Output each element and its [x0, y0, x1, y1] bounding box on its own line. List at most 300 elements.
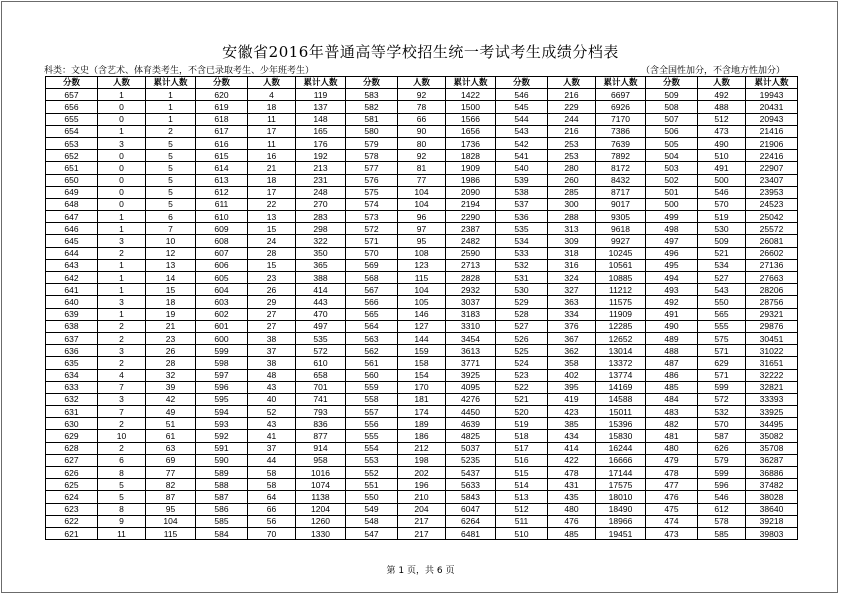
table-cell: 3	[98, 296, 146, 308]
table-cell: 38028	[746, 491, 798, 503]
table-cell: 32821	[746, 381, 798, 393]
table-cell: 620	[196, 89, 248, 101]
table-cell: 477	[646, 479, 698, 491]
table-cell: 27	[248, 308, 296, 320]
table-cell: 18	[248, 174, 296, 186]
table-cell: 2932	[446, 284, 496, 296]
table-cell: 548	[346, 515, 398, 527]
table-cell: 104	[398, 284, 446, 296]
table-cell: 624	[46, 491, 98, 503]
table-cell: 196	[398, 479, 446, 491]
table-cell: 119	[296, 89, 346, 101]
table-cell: 598	[196, 357, 248, 369]
table-cell: 18490	[596, 503, 646, 515]
table-cell: 6	[146, 211, 196, 223]
table-cell: 58	[248, 479, 296, 491]
table-cell: 504	[646, 150, 698, 162]
table-cell: 5037	[446, 442, 496, 454]
table-cell: 115	[146, 527, 196, 539]
table-cell: 189	[398, 418, 446, 430]
table-cell: 4095	[446, 381, 496, 393]
table-cell: 610	[296, 357, 346, 369]
table-cell: 555	[346, 430, 398, 442]
table-cell: 3	[98, 345, 146, 357]
table-cell: 507	[646, 113, 698, 125]
table-cell: 606	[196, 259, 248, 271]
column-header: 分数	[646, 77, 698, 89]
table-cell: 170	[398, 381, 446, 393]
table-cell: 626	[698, 442, 746, 454]
table-cell: 2	[98, 357, 146, 369]
table-cell: 627	[46, 454, 98, 466]
table-cell: 270	[296, 198, 346, 210]
table-cell: 309	[548, 235, 596, 247]
table-cell: 362	[548, 345, 596, 357]
table-cell: 19943	[746, 89, 798, 101]
table-cell: 564	[346, 320, 398, 332]
table-cell: 596	[196, 381, 248, 393]
table-cell: 16	[248, 150, 296, 162]
table-cell: 204	[398, 503, 446, 515]
table-cell: 2713	[446, 259, 496, 271]
table-cell: 8432	[596, 174, 646, 186]
table-cell: 597	[196, 369, 248, 381]
table-cell: 958	[296, 454, 346, 466]
table-cell: 565	[698, 308, 746, 320]
table-cell: 35708	[746, 442, 798, 454]
table-cell: 48	[248, 369, 296, 381]
table-cell: 633	[46, 381, 98, 393]
table-cell: 49	[146, 406, 196, 418]
table-cell: 3	[98, 137, 146, 149]
table-cell: 651	[46, 162, 98, 174]
table-cell: 32222	[746, 369, 798, 381]
table-cell: 570	[698, 418, 746, 430]
table-cell: 522	[496, 381, 548, 393]
table-cell: 594	[196, 406, 248, 418]
table-cell: 5843	[446, 491, 496, 503]
table-cell: 260	[548, 174, 596, 186]
table-cell: 590	[196, 454, 248, 466]
table-cell: 313	[548, 223, 596, 235]
table-cell: 581	[346, 113, 398, 125]
table-cell: 2	[98, 332, 146, 344]
table-cell: 350	[296, 247, 346, 259]
table-cell: 520	[496, 406, 548, 418]
table-cell: 475	[646, 503, 698, 515]
table-cell: 2	[98, 418, 146, 430]
table-cell: 640	[46, 296, 98, 308]
table-cell: 609	[196, 223, 248, 235]
column-header: 人数	[398, 77, 446, 89]
table-cell: 402	[548, 369, 596, 381]
table-cell: 87	[146, 491, 196, 503]
table-cell: 500	[698, 174, 746, 186]
table-cell: 483	[646, 406, 698, 418]
table-cell: 29	[248, 296, 296, 308]
table-cell: 491	[646, 308, 698, 320]
table-cell: 657	[46, 89, 98, 101]
table-cell: 602	[196, 308, 248, 320]
column-header: 人数	[698, 77, 746, 89]
table-cell: 571	[698, 345, 746, 357]
table-row	[46, 272, 798, 284]
table-cell: 210	[398, 491, 446, 503]
table-cell: 490	[646, 320, 698, 332]
table-cell: 78	[398, 101, 446, 113]
table-cell: 5	[146, 198, 196, 210]
table-cell: 615	[196, 150, 248, 162]
table-cell: 90	[398, 125, 446, 137]
table-cell: 741	[296, 393, 346, 405]
table-cell: 288	[548, 211, 596, 223]
table-cell: 3	[98, 235, 146, 247]
table-cell: 16244	[596, 442, 646, 454]
table-cell: 26	[146, 345, 196, 357]
table-cell: 478	[548, 467, 596, 479]
table-cell: 43	[248, 418, 296, 430]
table-cell: 571	[698, 369, 746, 381]
table-cell: 634	[46, 369, 98, 381]
column-header: 累计人数	[146, 77, 196, 89]
table-cell: 616	[196, 137, 248, 149]
table-cell: 327	[548, 284, 596, 296]
table-row	[46, 527, 798, 539]
table-cell: 486	[646, 369, 698, 381]
table-cell: 585	[196, 515, 248, 527]
table-cell: 530	[698, 223, 746, 235]
table-cell: 517	[496, 442, 548, 454]
table-cell: 3771	[446, 357, 496, 369]
table-cell: 550	[698, 296, 746, 308]
table-cell: 15830	[596, 430, 646, 442]
table-row	[46, 467, 798, 479]
table-cell: 647	[46, 211, 98, 223]
table-cell: 212	[398, 442, 446, 454]
table-cell: 38	[248, 332, 296, 344]
table-cell: 29876	[746, 320, 798, 332]
table-cell: 632	[46, 393, 98, 405]
table-cell: 7639	[596, 137, 646, 149]
table-cell: 505	[646, 137, 698, 149]
table-cell: 27136	[746, 259, 798, 271]
table-row	[46, 320, 798, 332]
table-cell: 28206	[746, 284, 798, 296]
table-cell: 556	[346, 418, 398, 430]
table-cell: 521	[496, 393, 548, 405]
table-cell: 526	[496, 332, 548, 344]
table-cell: 43	[248, 381, 296, 393]
table-cell: 3310	[446, 320, 496, 332]
table-cell: 80	[398, 137, 446, 149]
table-cell: 506	[646, 125, 698, 137]
table-row	[46, 381, 798, 393]
table-cell: 33393	[746, 393, 798, 405]
table-cell: 1	[98, 259, 146, 271]
table-cell: 22416	[746, 150, 798, 162]
table-cell: 1500	[446, 101, 496, 113]
table-cell: 562	[346, 345, 398, 357]
table-cell: 587	[196, 491, 248, 503]
table-cell: 300	[548, 198, 596, 210]
table-cell: 1	[98, 308, 146, 320]
table-cell: 579	[346, 137, 398, 149]
table-cell: 33925	[746, 406, 798, 418]
table-row	[46, 101, 798, 113]
table-cell: 21416	[746, 125, 798, 137]
table-cell: 551	[346, 479, 398, 491]
table-cell: 105	[398, 296, 446, 308]
table-cell: 560	[346, 369, 398, 381]
table-cell: 21	[248, 162, 296, 174]
table-cell: 9305	[596, 211, 646, 223]
table-cell: 1204	[296, 503, 346, 515]
table-cell: 630	[46, 418, 98, 430]
table-cell: 648	[46, 198, 98, 210]
table-cell: 563	[346, 332, 398, 344]
table-cell: 58	[248, 467, 296, 479]
table-cell: 11	[98, 527, 146, 539]
table-cell: 20943	[746, 113, 798, 125]
table-cell: 499	[646, 211, 698, 223]
table-cell: 4276	[446, 393, 496, 405]
table-cell: 324	[548, 272, 596, 284]
table-cell: 148	[296, 113, 346, 125]
table-cell: 77	[398, 174, 446, 186]
table-cell: 192	[296, 150, 346, 162]
table-cell: 491	[698, 162, 746, 174]
table-cell: 540	[496, 162, 548, 174]
table-cell: 82	[146, 479, 196, 491]
table-cell: 628	[46, 442, 98, 454]
table-cell: 2194	[446, 198, 496, 210]
table-cell: 574	[346, 198, 398, 210]
table-cell: 253	[548, 150, 596, 162]
table-cell: 519	[698, 211, 746, 223]
table-cell: 571	[346, 235, 398, 247]
table-cell: 18010	[596, 491, 646, 503]
table-cell: 26081	[746, 235, 798, 247]
table-row	[46, 345, 798, 357]
table-cell: 0	[98, 174, 146, 186]
table-row	[46, 515, 798, 527]
table-cell: 599	[698, 467, 746, 479]
subject-category-note: 科类：文史（含艺术、体育类考生，不含已录取考生、少年班考生）	[44, 66, 315, 76]
table-cell: 534	[698, 259, 746, 271]
table-cell: 38640	[746, 503, 798, 515]
table-cell: 513	[496, 491, 548, 503]
table-cell: 561	[346, 357, 398, 369]
table-cell: 584	[196, 527, 248, 539]
table-cell: 159	[398, 345, 446, 357]
table-cell: 511	[496, 515, 548, 527]
table-cell: 280	[548, 162, 596, 174]
table-cell: 595	[196, 393, 248, 405]
table-cell: 322	[296, 235, 346, 247]
table-cell: 9017	[596, 198, 646, 210]
table-cell: 3183	[446, 308, 496, 320]
table-cell: 213	[296, 162, 346, 174]
table-cell: 623	[46, 503, 98, 515]
column-header: 人数	[98, 77, 146, 89]
table-cell: 493	[646, 284, 698, 296]
table-cell: 639	[46, 308, 98, 320]
table-cell: 554	[346, 442, 398, 454]
table-cell: 13	[248, 211, 296, 223]
table-cell: 569	[346, 259, 398, 271]
table-row	[46, 174, 798, 186]
table-cell: 509	[646, 89, 698, 101]
table-cell: 52	[248, 406, 296, 418]
table-cell: 1	[98, 125, 146, 137]
table-cell: 158	[398, 357, 446, 369]
table-row	[46, 89, 798, 101]
table-cell: 17144	[596, 467, 646, 479]
table-cell: 7	[146, 223, 196, 235]
table-cell: 4	[98, 369, 146, 381]
table-cell: 316	[548, 259, 596, 271]
table-cell: 186	[398, 430, 446, 442]
table-cell: 532	[496, 259, 548, 271]
table-cell: 1330	[296, 527, 346, 539]
table-cell: 5	[146, 162, 196, 174]
table-cell: 608	[196, 235, 248, 247]
table-cell: 516	[496, 454, 548, 466]
table-cell: 533	[496, 247, 548, 259]
table-cell: 496	[646, 247, 698, 259]
table-cell: 652	[46, 150, 98, 162]
table-cell: 570	[698, 198, 746, 210]
table-cell: 15	[146, 284, 196, 296]
table-cell: 16666	[596, 454, 646, 466]
table-cell: 34495	[746, 418, 798, 430]
table-cell: 95	[146, 503, 196, 515]
table-cell: 6	[98, 454, 146, 466]
table-cell: 36287	[746, 454, 798, 466]
table-cell: 14169	[596, 381, 646, 393]
table-cell: 40	[248, 393, 296, 405]
table-cell: 144	[398, 332, 446, 344]
table-cell: 231	[296, 174, 346, 186]
table-cell: 552	[346, 467, 398, 479]
table-cell: 650	[46, 174, 98, 186]
table-cell: 318	[548, 247, 596, 259]
table-cell: 2828	[446, 272, 496, 284]
table-cell: 541	[496, 150, 548, 162]
table-cell: 2387	[446, 223, 496, 235]
table-cell: 9927	[596, 235, 646, 247]
table-row	[46, 284, 798, 296]
table-cell: 539	[496, 174, 548, 186]
table-cell: 1260	[296, 515, 346, 527]
table-cell: 524	[496, 357, 548, 369]
table-cell: 587	[698, 430, 746, 442]
table-cell: 488	[646, 345, 698, 357]
score-distribution-table	[45, 76, 798, 540]
table-row	[46, 186, 798, 198]
table-cell: 579	[698, 454, 746, 466]
table-cell: 17	[248, 186, 296, 198]
table-cell: 13774	[596, 369, 646, 381]
table-cell: 435	[548, 491, 596, 503]
table-cell: 605	[196, 272, 248, 284]
table-cell: 5235	[446, 454, 496, 466]
column-header: 累计人数	[746, 77, 798, 89]
table-cell: 13372	[596, 357, 646, 369]
table-cell: 492	[646, 296, 698, 308]
table-row	[46, 442, 798, 454]
table-cell: 518	[496, 430, 548, 442]
table-cell: 545	[496, 101, 548, 113]
table-cell: 414	[548, 442, 596, 454]
table-cell: 69	[146, 454, 196, 466]
table-cell: 1	[146, 113, 196, 125]
table-cell: 8172	[596, 162, 646, 174]
table-cell: 600	[196, 332, 248, 344]
column-header: 累计人数	[446, 77, 496, 89]
table-cell: 8	[98, 467, 146, 479]
table-cell: 621	[46, 527, 98, 539]
table-row	[46, 491, 798, 503]
table-cell: 63	[146, 442, 196, 454]
table-cell: 589	[196, 467, 248, 479]
table-cell: 532	[698, 406, 746, 418]
table-cell: 367	[548, 332, 596, 344]
table-cell: 1	[146, 101, 196, 113]
column-header: 累计人数	[296, 77, 346, 89]
table-cell: 2290	[446, 211, 496, 223]
table-cell: 519	[496, 418, 548, 430]
table-cell: 334	[548, 308, 596, 320]
column-header: 人数	[548, 77, 596, 89]
table-cell: 656	[46, 101, 98, 113]
table-cell: 22907	[746, 162, 798, 174]
table-cell: 654	[46, 125, 98, 137]
table-cell: 248	[296, 186, 346, 198]
table-cell: 229	[548, 101, 596, 113]
table-cell: 531	[496, 272, 548, 284]
table-cell: 619	[196, 101, 248, 113]
table-cell: 480	[646, 442, 698, 454]
table-cell: 8	[98, 503, 146, 515]
table-cell: 23953	[746, 186, 798, 198]
table-cell: 535	[496, 223, 548, 235]
table-cell: 27663	[746, 272, 798, 284]
table-cell: 1	[146, 89, 196, 101]
table-cell: 485	[646, 381, 698, 393]
table-cell: 644	[46, 247, 98, 259]
table-cell: 104	[146, 515, 196, 527]
table-cell: 38	[248, 357, 296, 369]
table-cell: 61	[146, 430, 196, 442]
table-cell: 530	[496, 284, 548, 296]
table-cell: 1828	[446, 150, 496, 162]
table-cell: 108	[398, 247, 446, 259]
column-header: 累计人数	[596, 77, 646, 89]
table-cell: 515	[496, 467, 548, 479]
table-cell: 165	[296, 125, 346, 137]
table-cell: 51	[146, 418, 196, 430]
table-cell: 1016	[296, 467, 346, 479]
table-cell: 64	[248, 491, 296, 503]
table-cell: 10561	[596, 259, 646, 271]
table-cell: 5	[146, 186, 196, 198]
table-cell: 7170	[596, 113, 646, 125]
table-cell: 503	[646, 162, 698, 174]
table-cell: 154	[398, 369, 446, 381]
table-cell: 558	[346, 393, 398, 405]
table-cell: 423	[548, 406, 596, 418]
